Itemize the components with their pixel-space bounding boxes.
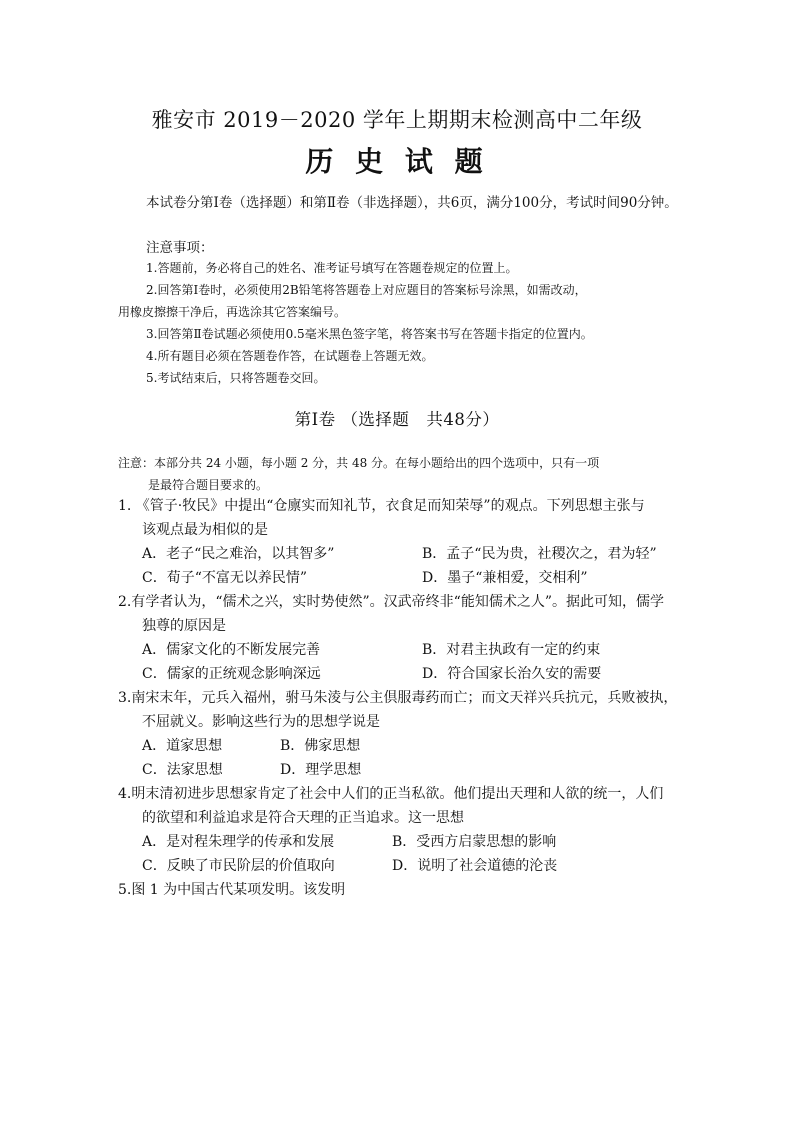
question-stem-continued: 独尊的原因是 bbox=[142, 618, 226, 634]
option-d: D．理学思想 bbox=[280, 762, 362, 778]
note-item: 5.考试结束后，只将答题卷交回。 bbox=[146, 371, 326, 385]
option-c: C．反映了市民阶层的价值取向 bbox=[142, 858, 335, 874]
option-row bbox=[118, 758, 684, 782]
note-item: 4.所有题目必须在答题卷作答，在试题卷上答题无效。 bbox=[146, 349, 434, 363]
option-a: A．是对程朱理学的传承和发展 bbox=[142, 834, 335, 850]
question-stem: 3.南宋末年，元兵入福州，驸马朱淩与公主倶服毒药而亡；而文天祥兴兵抗元，兵败被执， bbox=[118, 690, 678, 706]
option-row bbox=[118, 734, 684, 758]
note-item-continuation: 用橡皮擦擦干净后，再选涂其它答案编号。 bbox=[118, 305, 347, 319]
exam-intro: 本试卷分第Ⅰ卷（选择题）和第Ⅱ卷（非选择题），共6页，满分100分，考试时间90分钟。 bbox=[146, 195, 678, 211]
question-stem: 5.图 1 为中国古代某项发明。该发明 bbox=[118, 882, 346, 898]
question-2 bbox=[118, 590, 684, 686]
section-instructions bbox=[118, 452, 684, 496]
option-row bbox=[118, 638, 684, 662]
question-stem-continued: 的欲望和利益追求是符合天理的正当追求。这一思想 bbox=[142, 810, 464, 826]
question-4 bbox=[118, 782, 684, 878]
option-b: B．孟子“民为贵，社稷次之，君为轻” bbox=[422, 546, 657, 562]
option-c: C．荀子“不富无以养民情” bbox=[142, 570, 308, 586]
note-item: 3.回答第Ⅱ卷试题必须使用0.5毫米黑色签字笔，将答案书写在答题卡指定的位置内。 bbox=[146, 327, 593, 341]
question-1 bbox=[118, 494, 684, 590]
notes-list bbox=[118, 257, 684, 389]
option-c: C．法家思想 bbox=[142, 762, 223, 778]
question-stem-continued: 该观点最为相似的是 bbox=[142, 522, 268, 538]
question-3 bbox=[118, 686, 684, 782]
option-a: A．道家思想 bbox=[142, 738, 223, 754]
option-row bbox=[118, 566, 684, 590]
option-a: A．儒家文化的不断发展完善 bbox=[142, 642, 321, 658]
note-item: 1.答题前，务必将自己的姓名、准考证号填写在答题卷规定的位置上。 bbox=[146, 261, 518, 275]
option-d: D．符合国家长治久安的需要 bbox=[422, 666, 602, 682]
section-heading: 第Ⅰ卷 （选择题 共48分） bbox=[294, 410, 500, 429]
option-row bbox=[118, 662, 684, 686]
question-stem-continued: 不屈就义。影响这些行为的思想学说是 bbox=[142, 714, 380, 730]
option-c: C．儒家的正统观念影响深远 bbox=[142, 666, 321, 682]
instructions-line: 注意：本部分共 24 小题，每小题 2 分，共 48 分。在每小题给出的四个选项中，只有一项 bbox=[118, 456, 600, 470]
option-row bbox=[118, 830, 684, 854]
option-b: B．对君主执政有一定的约束 bbox=[422, 642, 601, 658]
subject-title: 历 史 试 题 bbox=[305, 145, 489, 178]
instructions-line: 是最符合题目要求的。 bbox=[148, 478, 269, 492]
notes-title: 注意事项： bbox=[146, 240, 214, 256]
question-stem: 4.明末清初进步思想家肯定了社会中人们的正当私欲。他们提出天理和人欲的统一，人们 bbox=[118, 786, 664, 802]
option-b: B．佛家思想 bbox=[280, 738, 361, 754]
option-b: B．受西方启蒙思想的影响 bbox=[392, 834, 557, 850]
question-5 bbox=[118, 878, 684, 902]
question-list bbox=[118, 494, 684, 902]
question-stem: 1. 《管子·牧民》中提出“仓廪实而知礼节，衣食足而知荣辱”的观点。下列思想主张与 bbox=[118, 498, 645, 514]
question-stem: 2.有学者认为，“儒术之兴，实时势使然”。汉武帝终非“能知儒术之人”。据此可知，儒学 bbox=[118, 594, 664, 610]
exam-title: 雅安市 2019－2020 学年上期期末检测高中二年级 bbox=[151, 108, 643, 132]
option-d: D．说明了社会道德的沦丧 bbox=[392, 858, 558, 874]
option-row bbox=[118, 542, 684, 566]
option-d: D．墨子“兼相爱，交相利” bbox=[422, 570, 588, 586]
note-item: 2.回答第Ⅰ卷时，必须使用2B铅笔将答题卷上对应题目的答案标号涂黑，如需改动， bbox=[146, 283, 587, 297]
option-row bbox=[118, 854, 684, 878]
option-a: A．老子“民之难治，以其智多” bbox=[142, 546, 335, 562]
